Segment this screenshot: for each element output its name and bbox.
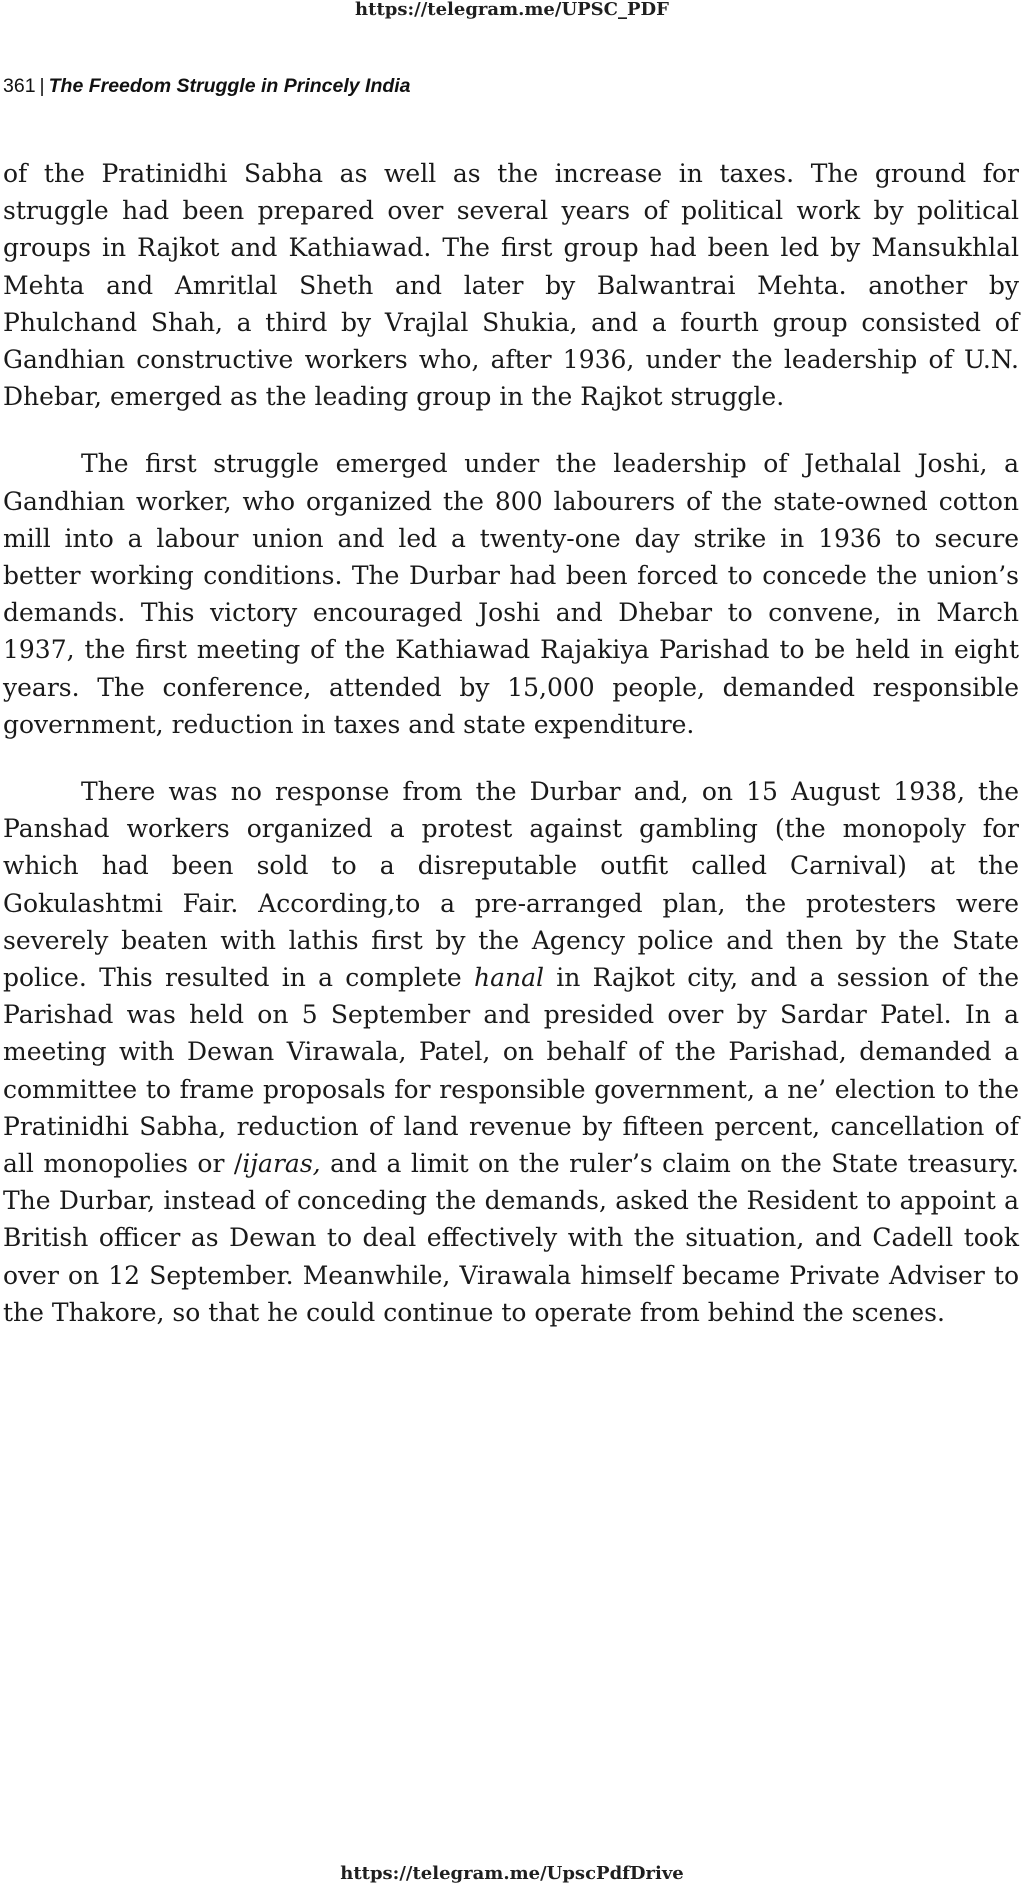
term-hanal: hanal xyxy=(473,963,544,993)
paragraph-2: The first struggle emerged under the leadership of Jethalal Joshi, a Gandhian worker, who organized the 800 labourers of the state-owned cotton mill into a labour union and led a twenty-one day strike in 1936 to secure better working conditions. The Durbar had been forced to concede the union’s demands. This victory encouraged Joshi and Dhebar to convene, in March 1937, the first meeting of the Kathiawad Rajakiya Parishad to be held in eight years. The conference, attended by 15,000 people, demanded responsible government, reduction in taxes and state expenditure. xyxy=(3,449,1019,739)
paragraph-3-text-c: and a limit on the ruler’s claim on the State treasury. The Durbar, instead of conceding the demands, asked the Resident to appoint a British officer as Dewan to deal effectively with the situation, and Cadell took over on 12 September. Meanwhile, Virawala himself became Private Adviser to the Thakore, so that he could continue to operate from behind the scenes. xyxy=(3,1149,1019,1327)
header-separator: | xyxy=(39,75,45,97)
bottom-telegram-link[interactable]: https://telegram.me/UpscPdfDrive xyxy=(340,1863,684,1884)
paragraph-3 xyxy=(3,773,1019,1331)
chapter-title: The Freedom Struggle in Princely India xyxy=(48,75,411,97)
paragraph-3-text-a: There was no response from the Durbar and, on 15 August 1938, the Panshad workers organized a protest against gambling (the monopoly for which had been sold to a disreputable outfit called Carnival) at the Gokulashtmi Fair. According,to a pre-arranged plan, the protesters were severely beaten with lathis first by the Agency police and then by the State police. This resulted in a complete xyxy=(3,777,1019,993)
running-header xyxy=(3,74,411,98)
top-telegram-link[interactable]: https://telegram.me/UPSC_PDF xyxy=(355,0,669,20)
page-body xyxy=(3,155,1019,1331)
term-ijaras: ijaras, xyxy=(242,1149,321,1179)
paragraph-1: of the Pratinidhi Sabha as well as the increase in taxes. The ground for struggle had been prepared over several years of political work by political groups in Rajkot and Kathiawad. The first group had been led by Mansukhlal Mehta and Amritlal Sheth and later by Balwantrai Mehta. another by Phulchand Shah, a third by Vrajlal Shukia, and a fourth group consisted of Gandhian constructive workers who, after 1936, under the leadership of U.N. Dhebar, emerged as the leading group in the Rajkot struggle. xyxy=(3,159,1019,412)
page-number: 361 xyxy=(3,75,36,97)
paragraph-3-text-b: in Rajkot city, and a session of the Parishad was held on 5 September and presided over by Sardar Patel. In a meeting with Dewan Virawala, Patel, on behalf of the Parishad, demanded a committee to frame proposals for responsible government, a ne’ election to the Pratinidhi Sabha, reduction of land revenue by fifteen percent, cancellation of all monopolies or / xyxy=(3,963,1020,1179)
